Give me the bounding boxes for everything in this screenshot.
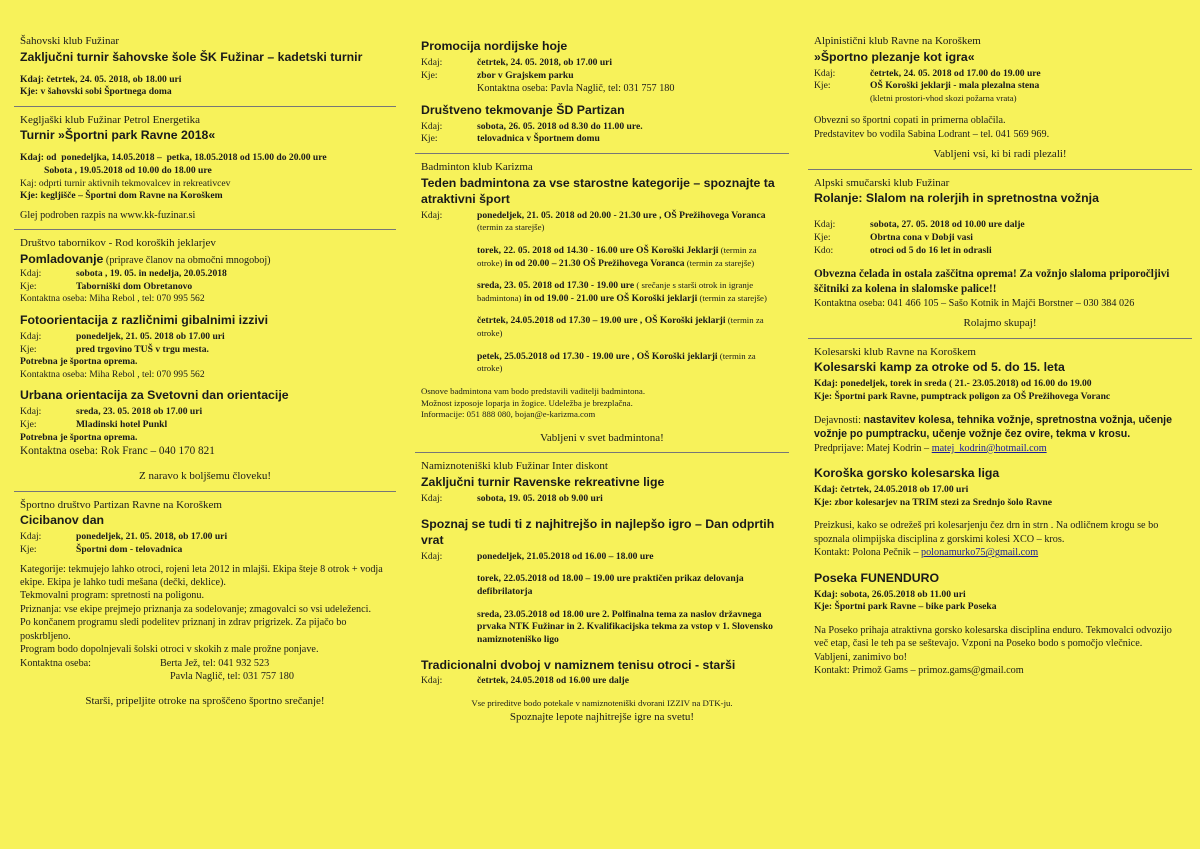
event-where: Obrtna cona v Dobji vasi	[870, 232, 973, 243]
label: Kje:	[421, 133, 438, 145]
label: Kdaj:	[20, 267, 42, 279]
divider	[808, 169, 1192, 170]
schedule-note: ( srečanje s starši otrok in igranje badmintona)	[477, 280, 754, 303]
divider	[415, 452, 789, 453]
email-link[interactable]: matej_kodrin@hotmail.com	[931, 442, 1047, 454]
label: Dejavnosti:	[814, 414, 864, 426]
email-link[interactable]: polonamurko75@gmail.com	[920, 547, 1039, 559]
label: Kdaj:	[421, 56, 443, 68]
club-name: Šahovski klub Fužinar	[20, 35, 119, 47]
contact: Kontakt: Primož Gams – primoz.gams@gmail.com	[814, 665, 1024, 677]
divider	[14, 229, 396, 230]
event-when: četrtek, 24. 05. 2018 od 17.00 do 19.00 ure	[870, 67, 1041, 79]
contact: Kontaktna oseba: Pavla Naglič, tel: 031 757 180	[477, 83, 675, 95]
schedule-note: (termin za otroke)	[477, 350, 756, 374]
label: Predprijave: Matej Kodrin –	[814, 442, 932, 454]
event-when: sobota, 26. 05. 2018 od 8.30 do 11.00 ure.	[477, 120, 643, 132]
contact: Berta Jež, tel: 041 932 523	[160, 657, 270, 669]
schedule-entry: in od 20.00 – 21.30 OŠ Prežihovega Voranca	[502, 257, 685, 269]
label: Kje:	[814, 80, 831, 92]
event-where: Taborniški dom Obretanovo	[76, 280, 193, 292]
event-note: Vse prireditve bodo potekale v namiznoteniški dvorani IZZIV na DTK-ju.	[471, 698, 733, 709]
event-where-detail: (kletni prostori-vhod skozi požarna vrata)	[870, 92, 1017, 103]
event-where: Kje: Športni park Ravne – bike park Poseka	[814, 601, 997, 613]
club-name: Športno društvo Partizan Ravne na Koroškem	[20, 498, 222, 511]
slogan: Spoznajte lepote najhitrejše igre na svetu!	[509, 710, 695, 723]
club-name: Alpski smučarski klub Fužinar	[814, 176, 950, 189]
contact: Kontaktna oseba: Rok Franc – 040 170 821	[20, 445, 215, 458]
event-when: četrtek, 24.05.2018 od 16.00 ure dalje	[477, 675, 629, 687]
label: Kje:	[20, 343, 37, 355]
label: Kontakt: Polona Pečnik –	[814, 547, 921, 559]
event-note: Možnost izposoje loparja in žogice. Udeležba je brezplačna.	[421, 397, 633, 408]
event-where: telovadnica v Športnem domu	[477, 133, 600, 145]
event-when: ponedeljek, 21. 05. 2018, ob 17.00 uri	[76, 531, 228, 543]
event-line: Kdaj: od ponedeljka, 14.05.2018 – petka, 18.05.2018 od 15.00 do 20.00 ure	[20, 152, 327, 164]
event-where: Kje: Športni park Ravne, pumptrack poligon za OŠ Prežihovega Voranc	[814, 391, 1111, 402]
club-name: Kegljaški klub Fužinar Petrol Energetika	[20, 113, 201, 126]
label: Kdo:	[814, 244, 834, 256]
event-title: Zaključni turnir šahovske šole ŠK Fužinar – kadetski turnir	[20, 49, 363, 64]
schedule-note: (termin za starejše)	[684, 257, 755, 268]
contact: Kontaktna oseba: Miha Rebol , tel: 070 995 562	[20, 293, 205, 305]
event-when: sreda, 23. 05. 2018 ob 17.00 uri	[76, 406, 203, 418]
paragraph: Priznanja: vse ekipe prejmejo priznanja za sodelovanje; zmagovalci so vsi udeleženci.	[20, 603, 372, 615]
schedule-entry: sreda, 23. 05. 2018 od 17.30 - 19.00 ure	[477, 280, 635, 292]
label: Kdaj:	[421, 550, 443, 562]
event-title: Zaključni turnir Ravenske rekreativne lige	[421, 474, 665, 489]
event-note: Potrebna je športna oprema.	[20, 431, 138, 443]
column-left	[20, 34, 390, 708]
label: Kdaj:	[421, 492, 443, 504]
slogan: Vabljeni v svet badmintona!	[540, 431, 664, 444]
event-subtitle: (priprave članov na območni mnogoboj)	[103, 254, 271, 266]
event-title: Društveno tekmovanje ŠD Partizan	[421, 102, 625, 117]
event-title: Rolanje: Slalom na rolerjih in spretnostna vožnja	[814, 191, 1099, 206]
event-line: Sobota , 19.05.2018 od 10.00 do 18.00 ure	[20, 164, 212, 176]
divider	[14, 491, 396, 492]
event-title: Spoznaj se tudi ti z najhitrejšo in najlepšo igro – Dan odprtih vrat	[421, 516, 775, 547]
event-note: Osnove badmintona vam bodo predstavili vaditelji badmintona.	[421, 386, 646, 397]
paragraph: Kategorije: tekmujejo lahko otroci, rojeni leta 2012 in mlajši. Ekipa šteje 8 otrok + vodja ekipe. Ekipa je lahko tudi mešana (dečki, deklice).	[20, 563, 383, 588]
slogan: Starši, pripeljite otroke na sproščeno športno srečanje!	[85, 694, 325, 707]
slogan: Z naravo k boljšemu človeku!	[139, 470, 271, 483]
schedule-entry: sreda, 23.05.2018 od 18.00 ure 2. Polfinalna tema za naslov državnega prvaka NTK Fužinar in 2. Kvalifikacijska tekma za vstop v 1. Slovensko namiznoteniško ligo	[477, 608, 773, 645]
column-right	[814, 34, 1186, 678]
slogan: Vabljeni vsi, ki bi radi plezali!	[933, 148, 1067, 161]
paragraph: Tekmovalni program: spretnosti na poligonu.	[20, 590, 205, 602]
event-where: Mladinski hotel Punkl	[76, 419, 168, 431]
event-title: Fotoorientacija z različnimi gibalnimi izzivi	[20, 312, 269, 327]
event-when: sobota , 19. 05. in nedelja, 20.05.2018	[76, 267, 227, 279]
event-line: Kaj: odprti turnir aktivnih tekmovalcev in rekreativcev	[20, 177, 231, 189]
schedule-note: (termin za otroke)	[477, 315, 764, 339]
label: Kdaj:	[421, 209, 443, 221]
paragraph: Vabljeni, zanimivo bo!	[814, 651, 908, 663]
schedule-entry: torek, 22. 05. 2018 od 14.30 - 16.00 ure OŠ Koroški Jeklarji	[477, 244, 719, 256]
contact: Kontaktna oseba: Miha Rebol , tel: 070 995 562	[20, 368, 205, 380]
paragraph: Predstavitev bo vodila Sabina Lodrant – tel. 041 569 969.	[814, 128, 1050, 140]
club-name: Kolesarski klub Ravne na Koroškem	[814, 345, 976, 358]
event-where: Kje: v šahovski sobi Športnega doma	[20, 86, 172, 98]
event-note: Informacije: 051 888 080, bojan@e-karizma.com	[421, 409, 596, 420]
event-where: pred trgovino TUŠ v trgu mesta.	[76, 343, 209, 355]
event-when: četrtek, 24. 05. 2018, ob 17.00 uri	[477, 56, 613, 68]
label: Kdaj:	[814, 67, 836, 79]
event-title: Pomladovanje	[20, 251, 104, 266]
schedule-note: (termin za starejše)	[477, 222, 545, 233]
event-who: otroci od 5 do 16 let in odrasli	[870, 244, 992, 256]
event-title: Poseka FUNENDURO	[814, 570, 940, 585]
club-name: Alpinistični klub Ravne na Koroškem	[814, 35, 981, 47]
schedule-entry: torek, 22.05.2018 od 18.00 – 19.00 ure praktičen prikaz delovanja defibrilatorja	[477, 573, 744, 597]
club-name: Badminton klub Karizma	[421, 161, 533, 174]
event-line: Kje: kegljišče – Športni dom Ravne na Koroškem	[20, 190, 223, 202]
paragraph: Na Poseko prihaja atraktivna gorsko kolesarska disciplina enduro. Tekmovalci odvozijo več etap, časi le teh pa se seštevajo. Vzponi na Poseko bodo s pomočjo vlečnice.	[814, 625, 1172, 650]
event-note: Potrebna je športna oprema.	[20, 356, 138, 368]
contact: Pavla Naglič, tel: 031 757 180	[170, 671, 294, 683]
label: Kdaj:	[421, 120, 443, 132]
schedule-entry: ponedeljek, 21. 05. 2018 od 20.00 - 21.30 ure , OŠ Prežihovega Voranca	[477, 209, 766, 221]
label: Kontaktna oseba:	[20, 657, 92, 669]
paragraph: Obvezna čelada in ostala zaščitna oprema! Za vožnjo slaloma priporočljivi ščitniki za kolena in slalomske palice!!	[814, 268, 1170, 296]
label: Kje:	[421, 69, 438, 81]
event-when: Kdaj: ponedeljek, torek in sreda ( 21.- 23.05.2018) od 16.00 do 19.00	[814, 378, 1092, 390]
event-when: Kdaj: četrtek, 24. 05. 2018, ob 18.00 uri	[20, 73, 182, 85]
label: Kje:	[20, 543, 37, 555]
paragraph: Po končanem programu sledi podelitev priznanj in zdrav prigrizek. Za pijačo bo poskrbljeno.	[20, 617, 347, 642]
slogan: Rolajmo skupaj!	[963, 317, 1037, 330]
schedule-entry: ponedeljek, 21.05.2018 od 16.00 – 18.00 ure	[477, 550, 654, 562]
event-title: Cicibanov dan	[20, 513, 105, 528]
event-where: Kje: zbor kolesarjev na TRIM stezi za Srednjo šolo Ravne	[814, 496, 1052, 508]
event-title: Teden badmintona za vse starostne kategorije – spoznajte ta atraktivni šport	[421, 175, 775, 206]
paragraph: Preizkusi, kako se odrežeš pri kolesarjenju čez drn in strn . Na odličnem krogu se bo spoznala olimpijska disciplina z gorskimi kolesi XCO – kros.	[814, 520, 1159, 545]
event-title: Kolesarski kamp za otroke od 5. do 15. leta	[814, 360, 1065, 375]
event-title: Turnir »Športni park Ravne 2018«	[20, 128, 216, 143]
event-where: Športni dom - telovadnica	[76, 543, 183, 555]
label: Kdaj:	[421, 675, 443, 687]
schedule-entry: in od 19.00 - 21.00 ure OŠ Koroški jeklarji	[521, 292, 698, 304]
event-when: ponedeljek, 21. 05. 2018 ob 17.00 uri	[76, 330, 225, 342]
event-where: zbor v Grajskem parku	[477, 69, 574, 81]
paragraph: Obvezni so športni copati in primerna oblačila.	[814, 115, 1006, 127]
label: Kje:	[814, 232, 831, 243]
schedule-entry: četrtek, 24.05.2018 od 17.30 – 19.00 ure , OŠ Koroški jeklarji	[477, 315, 726, 327]
divider	[808, 338, 1192, 339]
event-when: Kdaj: četrtek, 24.05.2018 ob 17.00 uri	[814, 484, 969, 496]
schedule-note: (termin za starejše)	[697, 292, 767, 303]
event-when: sobota, 19. 05. 2018 ob 9.00 uri	[477, 492, 603, 504]
activities: nastavitev kolesa, tehnika vožnje, spretnostna vožnja, učenje vožnje po pumptracku, učenje vožnje čez ovire, tekma v krosu.	[814, 413, 1173, 440]
divider	[14, 106, 396, 107]
event-title: »Športno plezanje kot igra«	[814, 49, 975, 64]
contact: Kontaktna oseba: 041 466 105 – Sašo Kotnik in Majči Borstner – 030 384 026	[814, 297, 1135, 309]
label: Kje:	[20, 419, 37, 431]
paragraph: Program bodo dopolnjevali šolski otroci v skokih z male prožne ponjave.	[20, 644, 319, 656]
event-when: sobota, 27. 05. 2018 od 10.00 ure dalje	[870, 219, 1025, 231]
club-name: Društvo tabornikov - Rod koroških jeklarjev	[20, 237, 216, 250]
label: Kdaj:	[20, 531, 42, 543]
label: Kje:	[20, 280, 37, 292]
event-note: Glej podroben razpis na www.kk-fuzinar.si	[20, 209, 196, 221]
event-when: Kdaj: sobota, 26.05.2018 ob 11.00 uri	[814, 588, 966, 600]
event-title: Promocija nordijske hoje	[421, 39, 568, 53]
column-middle	[421, 34, 783, 724]
label: Kdaj:	[20, 406, 42, 418]
label: Kdaj:	[20, 330, 42, 342]
event-title: Tradicionalni dvoboj v namiznem tenisu otroci - starši	[421, 657, 736, 672]
label: Kdaj:	[814, 219, 836, 231]
divider	[415, 153, 789, 154]
event-title: Koroška gorsko kolesarska liga	[814, 466, 1000, 481]
event-where: OŠ Koroški jeklarji - mala plezalna stena	[870, 80, 1040, 92]
event-title: Urbana orientacija za Svetovni dan orientacije	[20, 388, 289, 403]
club-name: Namiznoteniški klub Fužinar Inter diskont	[421, 460, 608, 473]
schedule-note: (termin za otroke)	[477, 244, 757, 268]
schedule-entry: petek, 25.05.2018 od 17.30 - 19.00 ure , OŠ Koroški jeklarji	[477, 350, 718, 362]
